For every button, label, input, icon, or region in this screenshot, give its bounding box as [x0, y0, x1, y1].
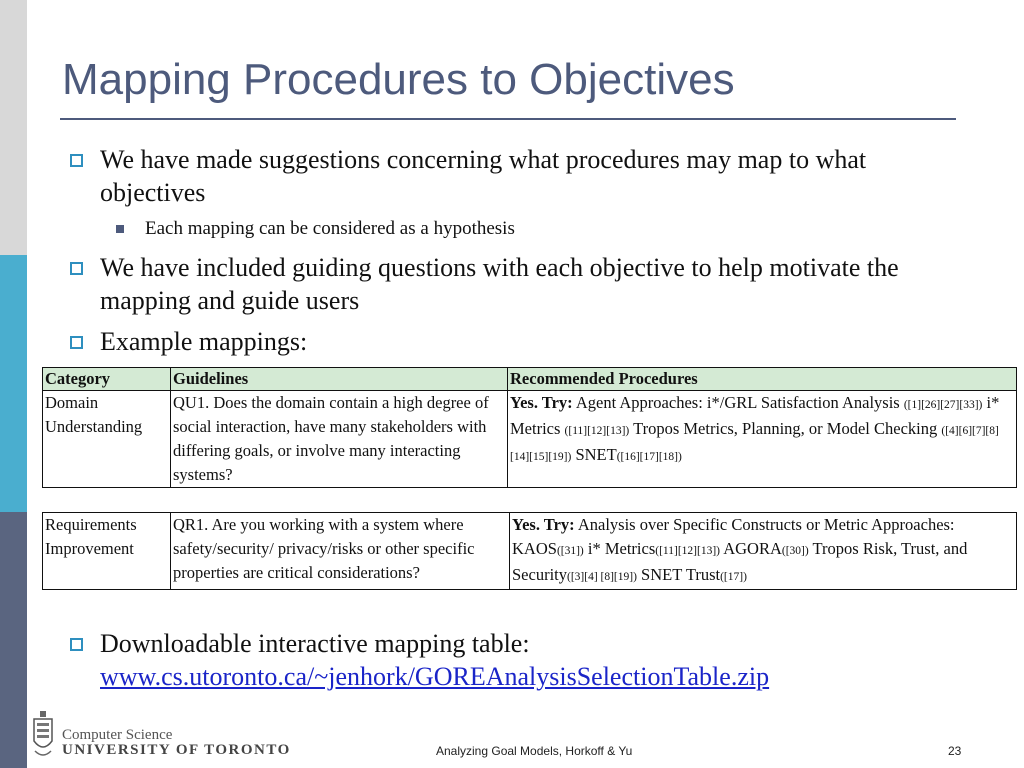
- title-divider: [60, 118, 956, 120]
- bullet-1-text: We have made suggestions concerning what procedures may map to what objectives: [100, 145, 867, 207]
- header-guidelines: Guidelines: [171, 368, 508, 391]
- procedure-text: Tropos Risk, Trust, and Security: [512, 539, 968, 584]
- category-cell: Domain Understanding: [43, 391, 171, 488]
- bullet-3: [100, 325, 960, 358]
- citation: ([17]): [720, 571, 747, 583]
- department-name: Computer Science: [62, 727, 173, 743]
- sidebar-slate-band: [0, 512, 27, 768]
- footer-caption: Analyzing Goal Models, Horkoff & Yu: [436, 744, 633, 758]
- bullet-4-text: Downloadable interactive mapping table:: [100, 629, 530, 658]
- mapping-table-1: [42, 367, 1017, 488]
- university-name: UNIVERSITY OF TORONTO: [62, 742, 291, 758]
- bullet-2-text: We have included guiding questions with each objective to help motivate the mapping and guide users: [100, 253, 899, 315]
- procedure-text: SNET: [571, 445, 617, 464]
- procedure-text: i* Metrics: [583, 539, 656, 558]
- crest-icon: [32, 711, 54, 761]
- filled-square-bullet-icon: [116, 225, 124, 233]
- citation: ([11][12][13]): [655, 545, 720, 557]
- page-number: 23: [948, 744, 962, 758]
- citation: ([3][4] [8][19]): [567, 571, 637, 583]
- procedures-cell: [510, 513, 1017, 590]
- procedure-text: AGORA: [719, 539, 782, 558]
- procedure-text: i* Metrics: [510, 393, 1000, 438]
- citation: ([30]): [781, 545, 809, 557]
- square-bullet-icon: [70, 262, 83, 275]
- try-label: Yes. Try:: [512, 515, 575, 534]
- citation: ([16][17][18]): [616, 451, 682, 463]
- table-header-row: [43, 368, 1017, 391]
- mapping-table-2: [42, 512, 1017, 590]
- download-link[interactable]: www.cs.utoronto.ca/~jenhork/GOREAnalysisSelectionTable.zip: [100, 662, 770, 691]
- bullet-3-text: Example mappings:: [100, 327, 308, 356]
- procedure-text: Tropos Metrics, Planning, or Model Checking: [629, 419, 942, 438]
- square-bullet-icon: [70, 336, 83, 349]
- try-label: Yes. Try:: [510, 393, 573, 412]
- guideline-cell: QR1. Are you working with a system where safety/security/ privacy/risks or other specific properties are critical considerations?: [171, 513, 510, 590]
- square-bullet-icon: [70, 154, 83, 167]
- left-sidebar-bar: [0, 0, 27, 768]
- bullet-1: [100, 143, 960, 209]
- sidebar-gray-band: [0, 0, 27, 255]
- header-procedures: Recommended Procedures: [508, 368, 1017, 391]
- category-cell: Requirements Improvement: [43, 513, 171, 590]
- square-bullet-icon: [70, 638, 83, 651]
- citation: ([11][12][13]): [564, 425, 630, 437]
- citation: ([1][26][27][33]): [903, 399, 983, 411]
- header-category: Category: [43, 368, 171, 391]
- procedures-cell: [508, 391, 1017, 488]
- table-row: [43, 513, 1017, 590]
- procedure-text: Analysis over Specific Constructs or Metric Approaches: KAOS: [512, 515, 955, 558]
- bullet-4: [100, 627, 960, 693]
- table-row: [43, 391, 1017, 488]
- citation: ([4][6][7][8][14][15][19]): [510, 425, 999, 463]
- procedure-text: Agent Approaches: i*/GRL Satisfaction Analysis: [572, 393, 904, 412]
- citation: ([31]): [556, 545, 584, 557]
- slide-title: Mapping Procedures to Objectives: [62, 55, 735, 104]
- bullet-2: [100, 251, 960, 317]
- sub-bullet-text: Each mapping can be considered as a hypothesis: [145, 218, 515, 239]
- procedure-text: SNET Trust: [636, 565, 721, 584]
- sub-bullet: [145, 217, 945, 241]
- sidebar-teal-band: [0, 255, 27, 512]
- guideline-cell: QU1. Does the domain contain a high degree of social interaction, have many stakeholders with differing goals, or involve many interacting systems?: [171, 391, 508, 488]
